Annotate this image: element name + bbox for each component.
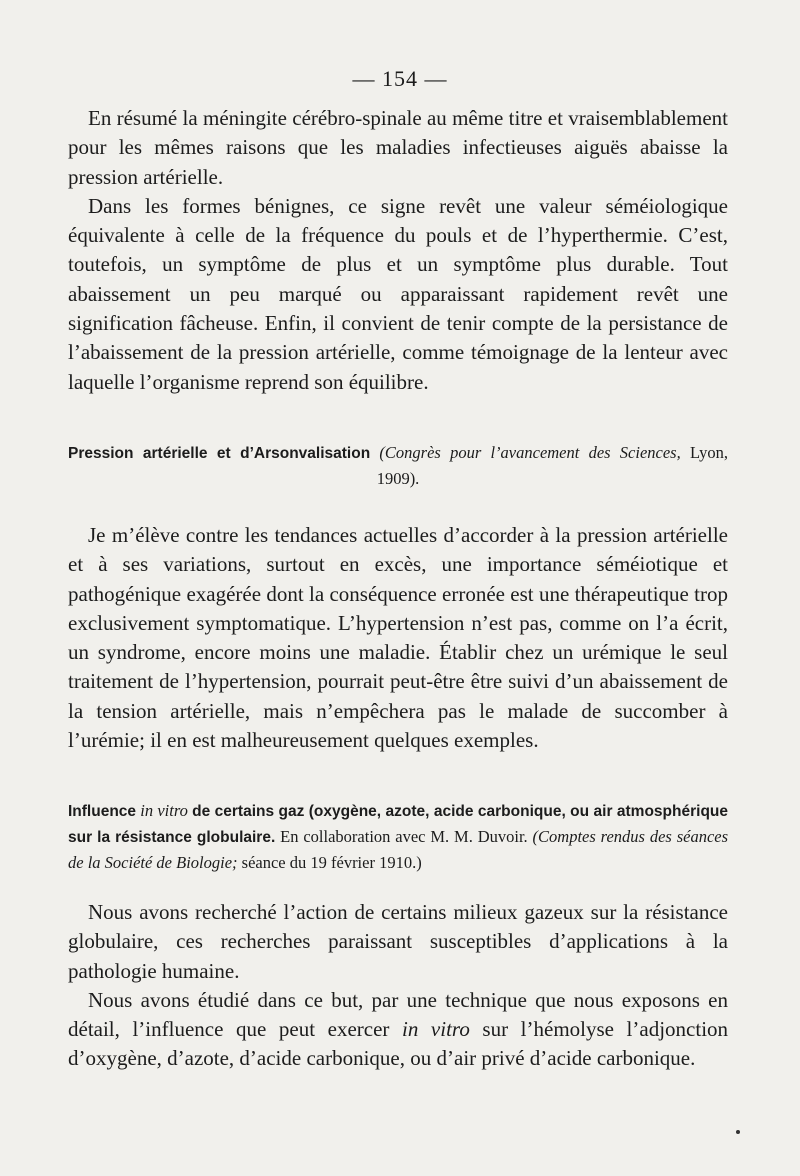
paragraph-text: Nous avons étudié dans ce but, par une technique que nous exposons en détail, l’influence que peut exercer — [68, 987, 728, 1042]
section-heading — [68, 440, 728, 491]
section-heading — [68, 798, 728, 875]
section-gaz-body — [68, 898, 728, 1074]
section-heading-gaz — [68, 798, 728, 875]
heading-title-italic: in vitro — [140, 801, 188, 820]
heading-collaboration: En collaboration avec M. M. Duvoir. — [280, 827, 528, 846]
page-number: — 154 — — [352, 66, 448, 91]
paragraph — [68, 986, 728, 1074]
heading-citation: (Comptes rendus des séances de la Société de Biologie; — [68, 827, 729, 872]
paragraph: Je m’élève contre les tendances actuelles d’accorder à la pression artérielle et à ses variations, surtout en excès, une importance séméiotique et pathogénique exagérée dont la conséquence erronée est une thérapeutique trop exclusivement symptomatique. L’hypertension n’est pas, comme on l’a écrit, un syndrome, encore moins une maladie. Établir chez un urémique le seul traitement de l’hypertension, pourrait peut-être être suivi d’un abaissement de la tension artérielle, mais n’empêchera pas le malade de succomber à l’urémie; il en est malheureusement quelques exemples. — [68, 523, 728, 753]
heading-citation: (Congrès pour l’avancement des Sciences, — [379, 443, 681, 462]
heading-title-part1: Influence — [68, 803, 137, 820]
paragraph: Nous avons recherché l’action de certains milieux gazeux sur la résistance globulaire, ces recherches paraissant susceptibles d’applications à la pathologie humaine. — [68, 900, 728, 983]
heading-title: Pression artérielle et d’Arsonvalisation — [68, 445, 371, 462]
ink-dot — [736, 1130, 740, 1134]
paragraph-italic: in vitro — [402, 1017, 470, 1042]
heading-citation-end: séance du 19 février 1910.) — [241, 853, 422, 872]
section-heading-arsonvalisation — [68, 440, 728, 491]
paragraph: Dans les formes bénignes, ce signe revêt une valeur séméiologique équivalente à celle de la fréquence du pouls et de l’hyperthermie. C’est, toutefois, un symptôme de plus et un symptôme plus durable. Tout abaissement un peu marqué ou apparaissant rapidement revêt une signification fâcheuse. Enfin, il convient de tenir compte de la persistance de l’abaissement de la pression artérielle, comme témoignage de la lenteur avec laquelle l’organisme reprend son équilibre. — [68, 193, 728, 394]
section-summary — [68, 104, 728, 397]
heading-title-part2: de certains gaz (oxygène, azote, acide carbonique, ou air atmosphérique sur la résistance globulaire. — [68, 803, 728, 846]
section-arsonvalisation-body — [68, 521, 728, 755]
paragraph: En résumé la méningite cérébro-spinale au même titre et vraisemblablement pour les mêmes raisons que les maladies infectieuses aiguës abaisse la pression artérielle. — [68, 106, 728, 189]
heading-citation-end: Lyon, 1909). — [376, 443, 729, 488]
paragraph-text: sur l’hémolyse l’adjonction d’oxygène, d’azote, d’acide carbonique, ou d’air privé d’acide carbonique. — [68, 1017, 729, 1071]
